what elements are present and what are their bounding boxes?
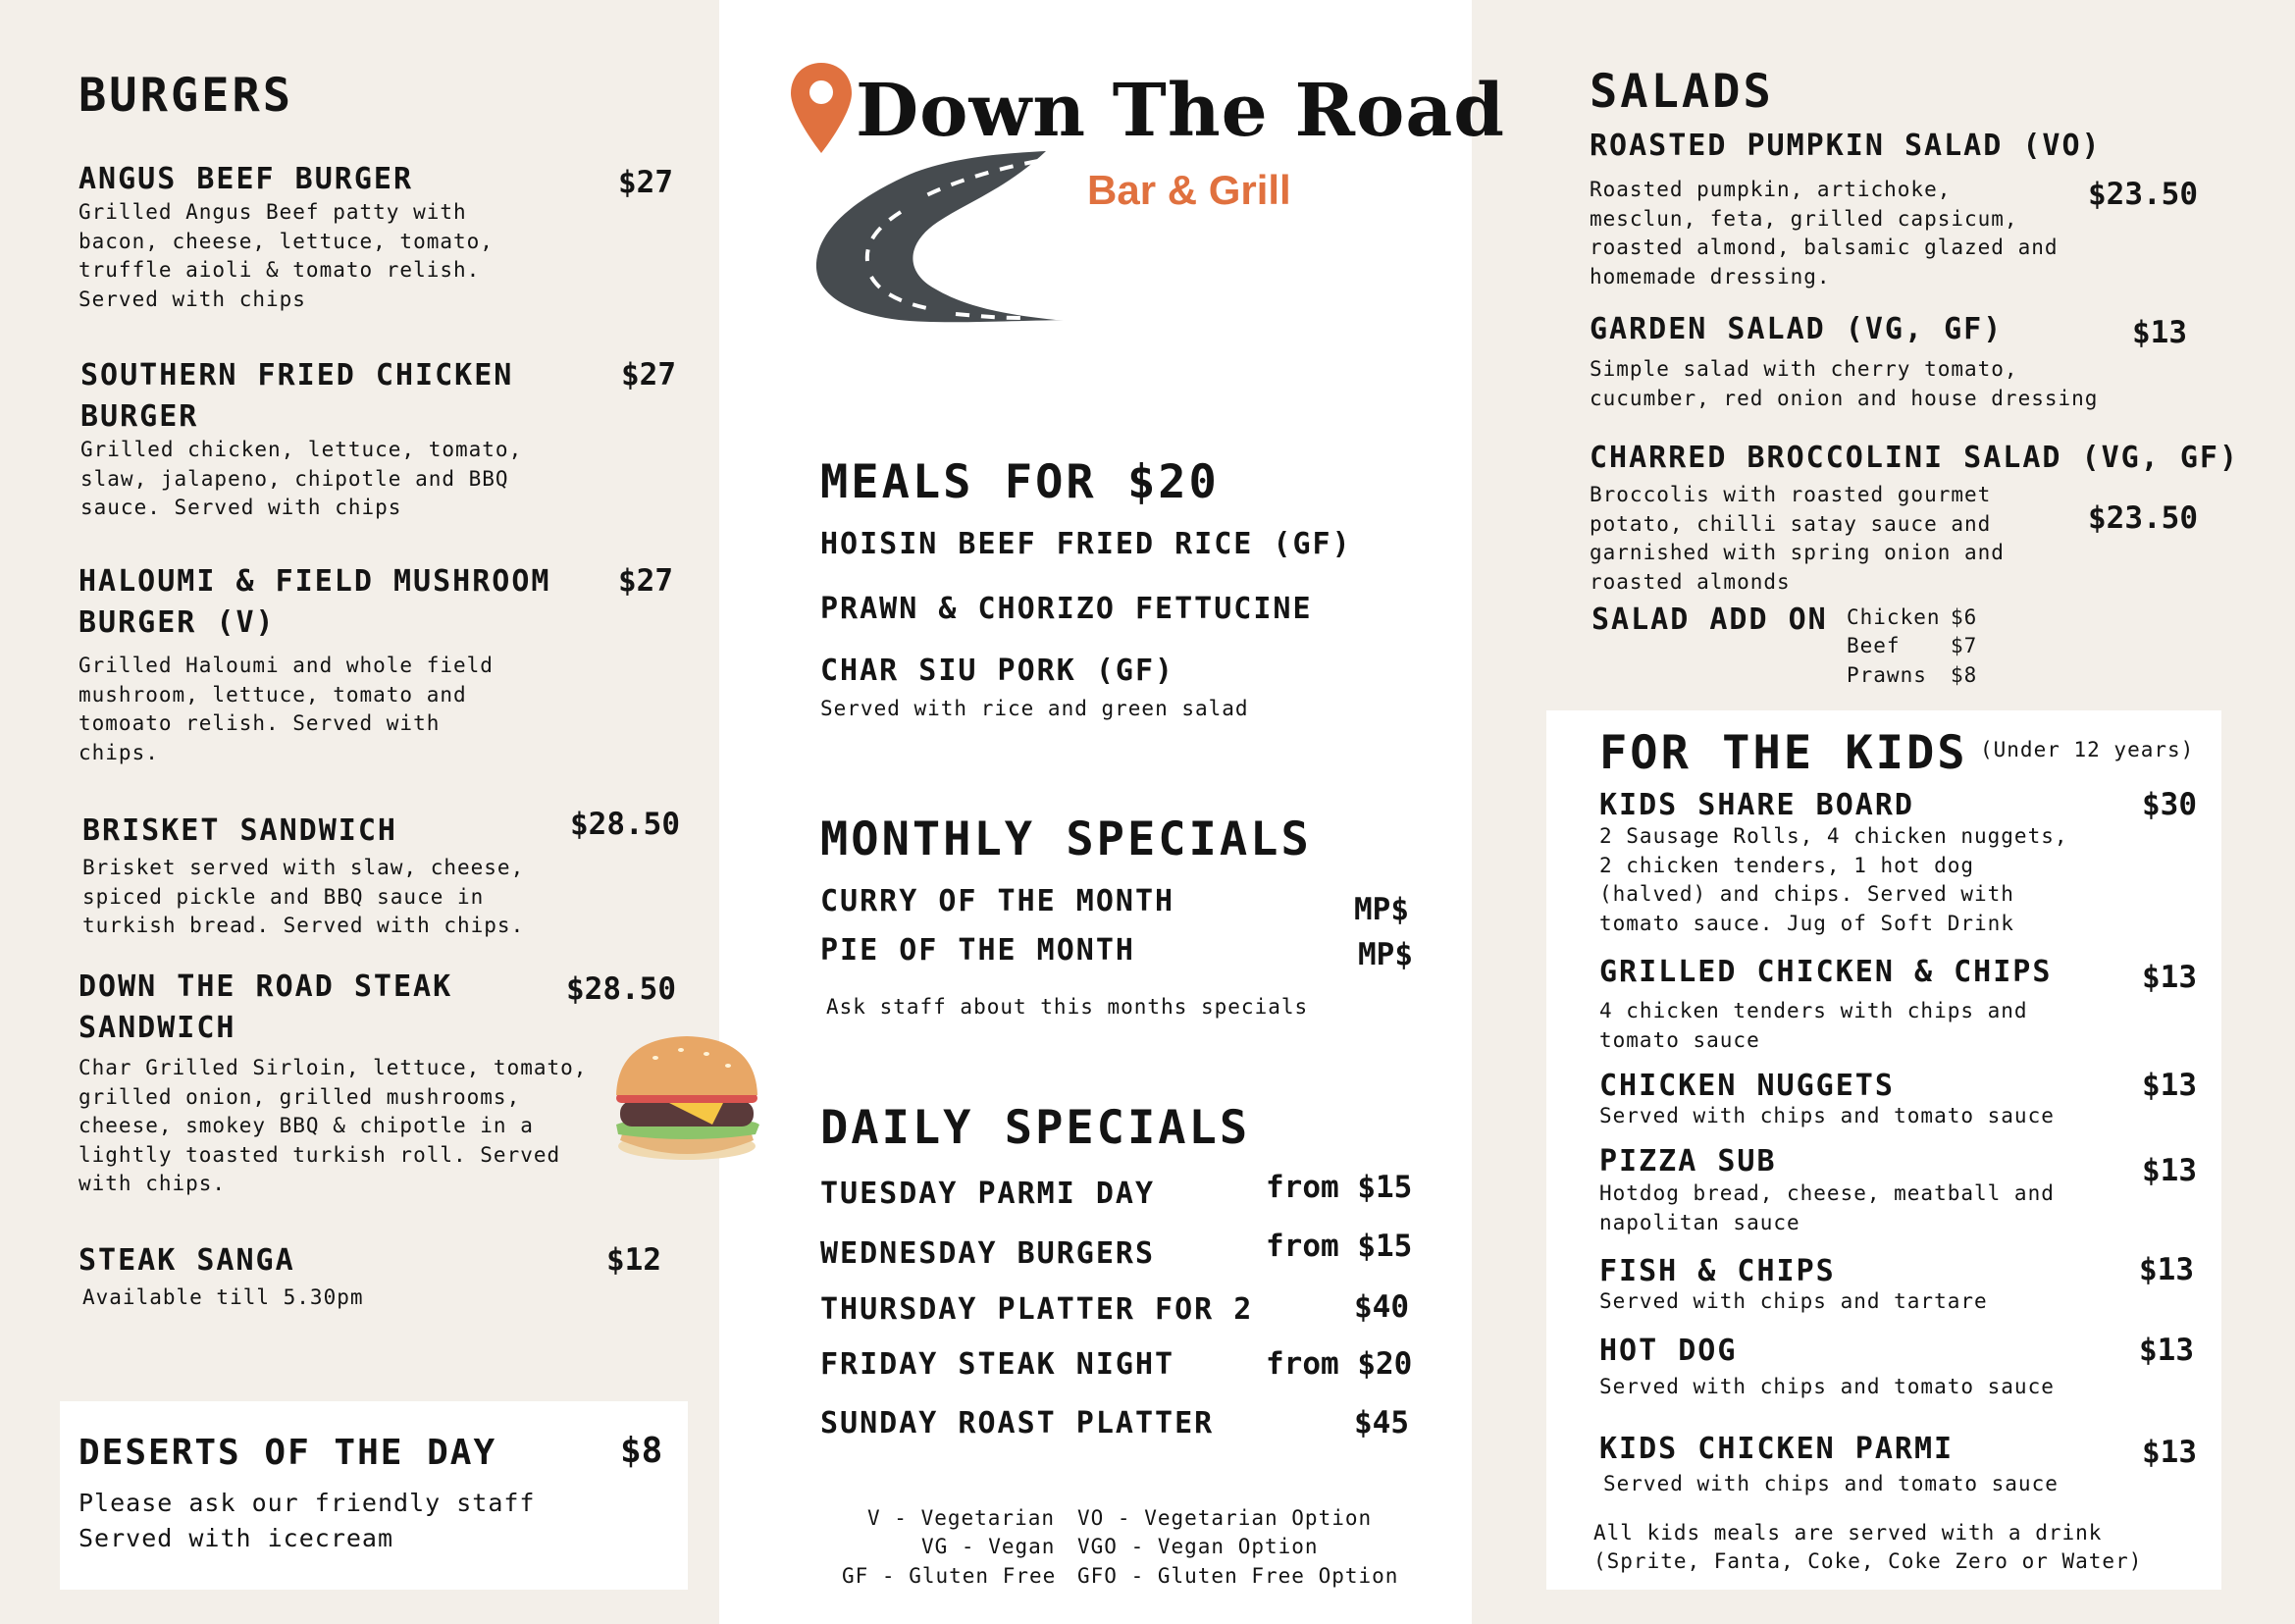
deserts-price: $8 <box>620 1431 663 1471</box>
monthly-heading: MONTHLY SPECIALS <box>820 812 1312 866</box>
meals-heading: MEALS FOR $20 <box>820 455 1220 509</box>
salad-item-desc: Simple salad with cherry tomato, cucumber, red onion and house dressing <box>1590 357 2099 410</box>
addon-name: Prawns <box>1847 663 1927 687</box>
legend-v: V - Vegetarian <box>867 1506 1056 1530</box>
menu-item-name: HALOUMI & FIELD MUSHROOM BURGER (V) <box>78 564 551 640</box>
menu-item-price: $27 <box>621 357 676 393</box>
kids-footer-2: (Sprite, Fanta, Coke, Coke Zero or Water) <box>1593 1549 2143 1573</box>
kids-item-name: GRILLED CHICKEN & CHIPS <box>1599 955 2053 989</box>
meals-note: Served with rice and green salad <box>820 697 1249 720</box>
kids-item-name: CHICKEN NUGGETS <box>1599 1069 1895 1103</box>
brand-tagline: Bar & Grill <box>1087 167 1291 213</box>
kids-age-note: (Under 12 years) <box>1980 738 2195 761</box>
daily-item-price: from $15 <box>1266 1229 1413 1264</box>
location-pin-icon <box>789 61 854 155</box>
addon-price: $6 <box>1951 605 1978 629</box>
legend-vo: VO - Vegetarian Option <box>1077 1506 1373 1530</box>
monthly-item-name: CURRY OF THE MONTH <box>820 884 1175 918</box>
daily-item-name: THURSDAY PLATTER FOR 2 <box>820 1292 1254 1327</box>
daily-item-name: SUNDAY ROAST PLATTER <box>820 1406 1215 1441</box>
kids-item-name: PIZZA SUB <box>1599 1144 1777 1179</box>
kids-item-desc: Served with chips and tomato sauce <box>1599 1104 2055 1127</box>
salad-item-price: $13 <box>2132 315 2187 350</box>
salad-item-name: GARDEN SALAD (VG, GF) <box>1590 312 2004 346</box>
kids-item-desc: 2 Sausage Rolls, 4 chicken nuggets, 2 chicken tenders, 1 hot dog (halved) and chips. Served with tomato sauce. Jug of Soft Drink <box>1599 824 2068 935</box>
menu-item-price: $12 <box>606 1242 661 1278</box>
menu-item-name: STEAK SANGA <box>78 1243 295 1278</box>
menu-item-desc: Available till 5.30pm <box>82 1285 364 1309</box>
meals-item: CHAR SIU PORK (GF) <box>820 654 1175 688</box>
daily-item-price: from $20 <box>1266 1346 1413 1382</box>
meals-item: HOISIN BEEF FRIED RICE (GF) <box>820 527 1352 561</box>
daily-item-price: $45 <box>1354 1405 1409 1441</box>
daily-item-name: WEDNESDAY BURGERS <box>820 1236 1156 1271</box>
menu-item-desc: Grilled Haloumi and whole field mushroom, lettuce, tomato and tomoato relish. Served with chips. <box>78 654 494 764</box>
salad-item-desc: Broccolis with roasted gourmet potato, chilli satay sauce and garnished with spring onion and roasted almonds <box>1590 483 2005 594</box>
burger-icon <box>606 1030 767 1162</box>
kids-item-price: $13 <box>2139 1252 2194 1287</box>
kids-item-price: $13 <box>2142 960 2197 995</box>
monthly-item-name: PIE OF THE MONTH <box>820 933 1135 968</box>
kids-footer-1: All kids meals are served with a drink <box>1593 1521 2103 1545</box>
salad-addon-label: SALAD ADD ON <box>1591 602 1828 637</box>
salad-item-name: ROASTED PUMPKIN SALAD (VO) <box>1590 129 2102 163</box>
kids-item-name: HOT DOG <box>1599 1334 1738 1368</box>
daily-item-name: TUESDAY PARMI DAY <box>820 1177 1156 1211</box>
addon-price: $7 <box>1951 634 1978 657</box>
legend-gfo: GFO - Gluten Free Option <box>1077 1564 1399 1588</box>
legend-gf: GF - Gluten Free <box>842 1564 1057 1588</box>
kids-heading: FOR THE KIDS <box>1599 726 1968 780</box>
menu-item-price: $27 <box>618 563 673 599</box>
menu-item-price: $27 <box>618 165 673 200</box>
kids-item-price: $13 <box>2139 1333 2194 1368</box>
monthly-item-price: MP$ <box>1354 892 1409 927</box>
menu-item-desc: Grilled Angus Beef patty with bacon, cheese, lettuce, tomato, truffle aioli & tomato relish. Served with chips <box>78 200 494 311</box>
legend-vg: VG - Vegan <box>921 1535 1056 1558</box>
daily-item-price: from $15 <box>1266 1170 1413 1205</box>
menu-item-desc: Char Grilled Sirloin, lettuce, tomato, grilled onion, grilled mushrooms, cheese, smokey BBQ & chipotle in a lightly toasted turkish roll. Served with chips. <box>78 1056 588 1196</box>
addon-name: Chicken <box>1847 605 1941 629</box>
daily-item-price: $40 <box>1354 1289 1409 1325</box>
kids-item-name: KIDS CHICKEN PARMI <box>1599 1432 1955 1466</box>
kids-item-desc: Served with chips and tomato sauce <box>1599 1375 2055 1398</box>
kids-item-price: $13 <box>2142 1435 2197 1470</box>
meals-item: PRAWN & CHORIZO FETTUCINE <box>820 592 1313 626</box>
salad-item-name: CHARRED BROCCOLINI SALAD (VG, GF) <box>1590 441 2240 475</box>
menu-item-name: BRISKET SANDWICH <box>82 813 397 848</box>
kids-item-price: $30 <box>2142 787 2197 822</box>
menu-item-price: $28.50 <box>566 971 676 1007</box>
kids-item-desc: 4 chicken tenders with chips and tomato sauce <box>1599 999 2028 1052</box>
addon-name: Beef <box>1847 634 1901 657</box>
deserts-line-2: Served with icecream <box>78 1524 394 1552</box>
salad-item-price: $23.50 <box>2088 177 2198 212</box>
monthly-item-price: MP$ <box>1358 937 1413 972</box>
burgers-heading: BURGERS <box>78 69 294 123</box>
addon-price: $8 <box>1951 663 1978 687</box>
kids-item-name: FISH & CHIPS <box>1599 1254 1836 1288</box>
kids-item-name: KIDS SHARE BOARD <box>1599 788 1914 822</box>
menu-item-desc: Grilled chicken, lettuce, tomato, slaw, jalapeno, chipotle and BBQ sauce. Served with chips <box>80 438 523 520</box>
kids-item-desc: Served with chips and tartare <box>1599 1289 1988 1313</box>
menu-item-name: ANGUS BEEF BURGER <box>78 162 414 196</box>
daily-item-name: FRIDAY STEAK NIGHT <box>820 1347 1175 1382</box>
menu-item-name: SOUTHERN FRIED CHICKEN BURGER <box>80 358 514 434</box>
kids-item-desc: Hotdog bread, cheese, meatball and napolitan sauce <box>1599 1181 2055 1234</box>
monthly-note: Ask staff about this months specials <box>826 995 1309 1019</box>
deserts-line-1: Please ask our friendly staff <box>78 1489 536 1517</box>
salad-item-desc: Roasted pumpkin, artichoke, mesclun, feta, grilled capsicum, roasted almond, balsamic glazed and homemade dressing. <box>1590 178 2059 288</box>
brand-name: Down The Road <box>856 69 1506 153</box>
road-icon <box>810 147 1066 330</box>
deserts-heading: DESERTS OF THE DAY <box>78 1433 497 1473</box>
legend-vgo: VGO - Vegan Option <box>1077 1535 1319 1558</box>
daily-heading: DAILY SPECIALS <box>820 1101 1251 1155</box>
salads-heading: SALADS <box>1590 65 1774 119</box>
salad-item-price: $23.50 <box>2088 500 2198 536</box>
menu-item-name: DOWN THE ROAD STEAK SANDWICH <box>78 969 453 1045</box>
kids-item-desc: Served with chips and tomato sauce <box>1603 1472 2059 1495</box>
menu-item-desc: Brisket served with slaw, cheese, spiced pickle and BBQ sauce in turkish bread. Served with chips. <box>82 856 525 938</box>
kids-item-price: $13 <box>2142 1068 2197 1103</box>
menu-item-price: $28.50 <box>570 807 680 842</box>
kids-item-price: $13 <box>2142 1153 2197 1188</box>
